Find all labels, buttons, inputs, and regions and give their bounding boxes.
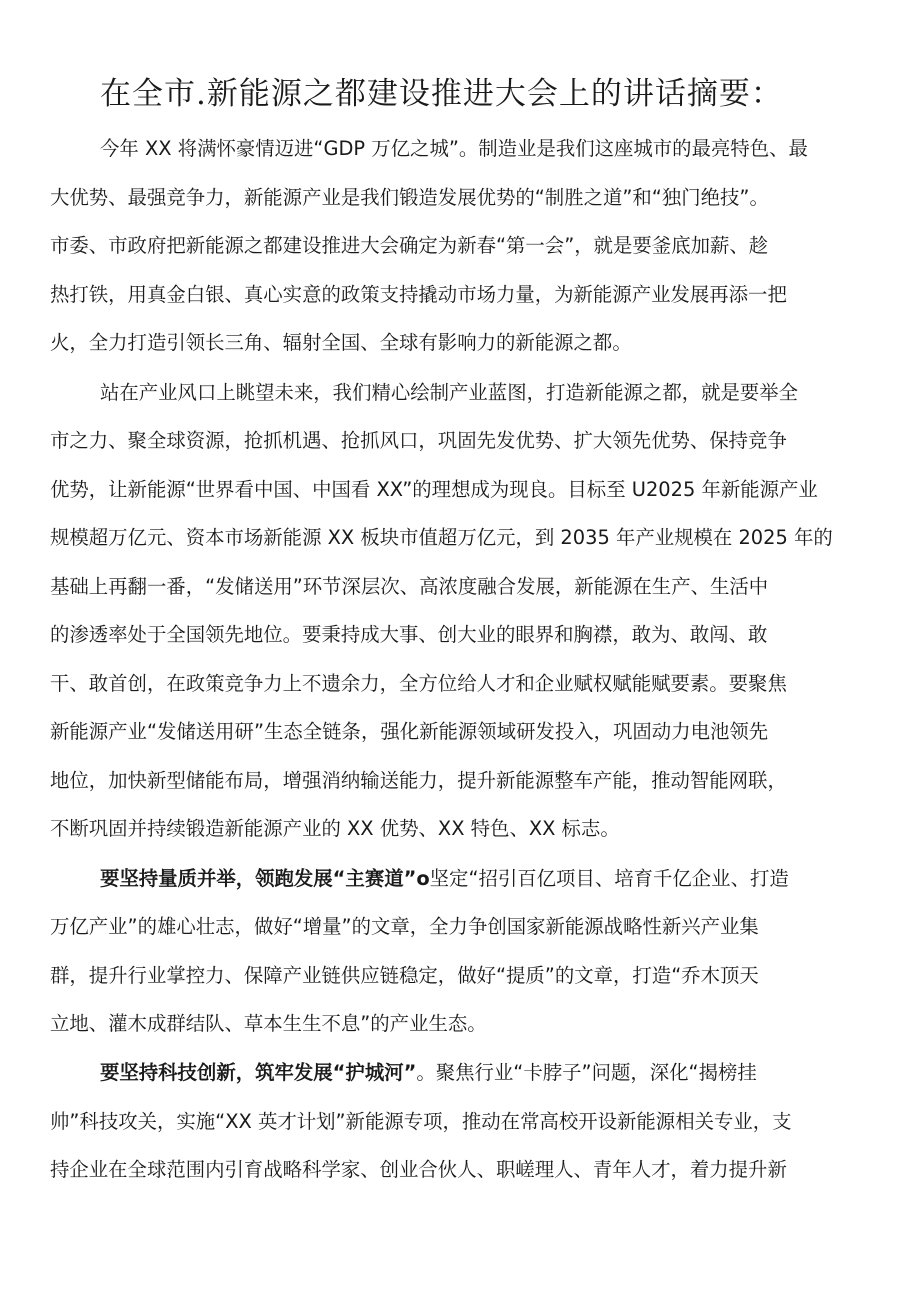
paragraph-4-line	[50, 1107, 792, 1137]
text-span: 今年 XX 将满怀豪情迈进“GDP 万亿之城”。制造业是我们这座城市的最亮特色、最	[100, 137, 808, 160]
bold-heading: 要坚持科技创新，筑牢发展“护城河”	[100, 1061, 417, 1084]
text-span: 的渗透率处于全国领先地位。要秉持成大事、创大业的眼界和胸襟，敢为、敢闯、敢	[50, 623, 768, 646]
paragraph-2-line	[100, 378, 798, 408]
paragraph-3-line	[50, 961, 759, 991]
paragraph-1-line	[100, 134, 808, 164]
text-span: 干、敢首创，在政策竞争力上不遗余力，全方位给人才和企业赋权赋能赋要素。要聚焦	[50, 672, 787, 695]
paragraph-3-line	[50, 912, 759, 942]
text-span: 持企业在全球范围内引育战略科学家、创业合伙人、职嵯理人、青年人才，着力提升新	[50, 1158, 787, 1181]
paragraph-4-line	[50, 1155, 787, 1185]
text-span: 火，全力打造引领长三角、辐射全国、全球有影响力的新能源之都。	[50, 331, 632, 354]
paragraph-2-line	[50, 572, 768, 602]
text-span: 站在产业风口上眺望未来，我们精心绘制产业蓝图，打造新能源之都，就是要举全	[100, 381, 799, 404]
text-span: 。聚焦行业“卡脖子”问题，深化“揭榜挂	[416, 1061, 757, 1084]
paragraph-4-line	[100, 1058, 757, 1088]
text-span: 规模超万亿元、资本市场新能源 XX 板块市值超万亿元，到 2035 年产业规模在 2025 年的	[50, 526, 833, 549]
paragraph-1-line	[50, 231, 768, 261]
text-span: 市委、市政府把新能源之都建设推进大会确定为新春“第一会”，就是要釜底加薪、趁	[50, 234, 769, 257]
paragraph-3-line	[50, 1009, 487, 1039]
text-span: 万亿产业”的雄心壮志，做好“增量”的文章，全力争创国家新能源战略性新兴产业集	[50, 915, 759, 938]
text-span: 帅”科技攻关，实施“XX 英才计划”新能源专项，推动在常高校开设新能源相关专业，支	[50, 1110, 792, 1133]
paragraph-2-line	[50, 814, 620, 844]
text-span: 市之力、聚全球资源，抢抓机遇、抢抓风口，巩固先发优势、扩大领先优势、保持竞争	[50, 429, 787, 452]
paragraph-2-line	[50, 475, 818, 505]
text-span: 新能源产业“发储送用研”生态全链条，强化新能源领域研发投入，巩固动力电池领先	[50, 720, 769, 743]
bold-heading: 要坚持量质并举，领跑发展“主赛道”o	[100, 867, 430, 890]
text-span: 群，提升行业掌控力、保障产业链供应链稳定，做好“提质”的文章，打造“乔木顶天	[50, 964, 759, 987]
document-title: 在全市.新能源之都建设推进大会上的讲话摘要：	[100, 76, 783, 112]
paragraph-1-line	[50, 183, 769, 213]
paragraph-2-line	[50, 426, 787, 456]
paragraph-3-line	[100, 864, 789, 894]
text-span: 大优势、最强竞争力，新能源产业是我们锻造发展优势的“制胜之道”和“独门绝技”。	[50, 186, 769, 209]
text-span: 不断巩固并持续锻造新能源产业的 XX 优势、XX 特色、XX 标志。	[50, 817, 620, 840]
text-span: 优势，让新能源“世界看中国、中国看 XX”的理想成为现良。目标至 U2025 年新能源产业	[50, 478, 818, 501]
text-span: 立地、灌木成群结队、草本生生不息”的产业生态。	[50, 1012, 487, 1035]
paragraph-2-line	[50, 766, 787, 796]
text-span: 基础上再翻一番，“发储送用”环节深层次、高浓度融合发展，新能源在生产、生活中	[50, 575, 769, 598]
paragraph-2-line	[50, 620, 767, 650]
paragraph-2-line	[50, 669, 787, 699]
paragraph-2-line	[50, 717, 768, 747]
text-span: 地位，加快新型储能布局，增强消纳输送能力，提升新能源整车产能，推动智能网联，	[50, 769, 787, 792]
paragraph-1-line	[50, 280, 787, 310]
text-span: 坚定“招引百亿项目、培育千亿企业、打造	[429, 867, 789, 890]
paragraph-1-line	[50, 328, 632, 358]
text-span: 热打铁，用真金白银、真心实意的政策支持撬动市场力量，为新能源产业发展再添一把	[50, 283, 787, 306]
paragraph-2-line	[50, 523, 833, 553]
